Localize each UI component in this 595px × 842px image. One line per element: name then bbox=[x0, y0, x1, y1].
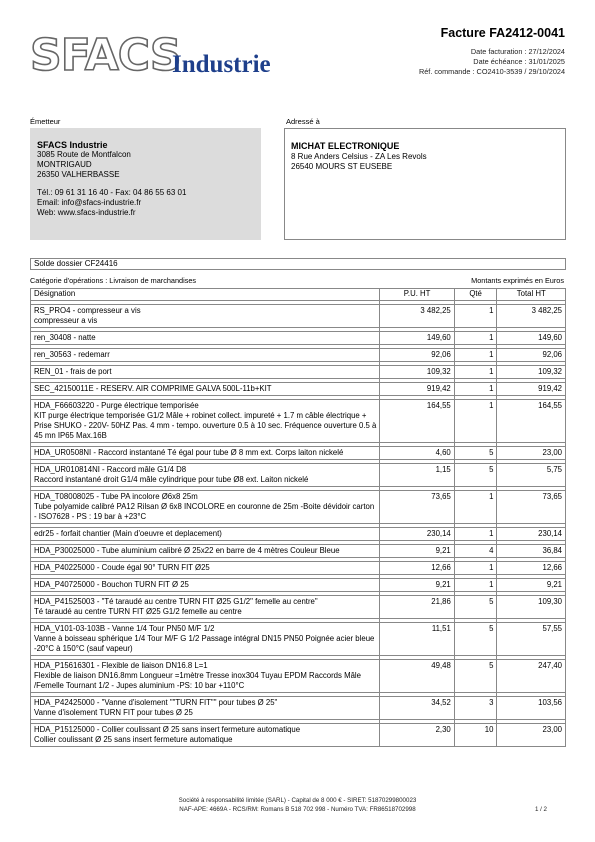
invoice-title: Facture FA2412-0041 bbox=[440, 26, 565, 40]
item-title: HDA_P40225000 - Coude égal 90° TURN FIT Ø25 bbox=[34, 563, 210, 572]
item-total: 164,55 bbox=[497, 400, 566, 443]
item-designation bbox=[31, 400, 380, 443]
item-title: HDA_F66603220 - Purge électrique temporisée bbox=[34, 401, 199, 410]
item-title: REN_01 - frais de port bbox=[34, 367, 112, 376]
item-title: HDA_P42425000 - "Vanne d'isolement ""TURN FIT"" pour tubes Ø 25" bbox=[34, 698, 278, 707]
table-header-row bbox=[31, 289, 566, 301]
item-quantity: 5 bbox=[454, 447, 497, 460]
item-designation bbox=[31, 383, 380, 396]
item-description: Vanne d'isolement TURN FIT pour tubes Ø 25 bbox=[34, 708, 193, 717]
item-unit-price: 21,86 bbox=[380, 596, 454, 619]
table-row bbox=[31, 724, 566, 747]
table-row bbox=[31, 491, 566, 524]
item-unit-price: 1,15 bbox=[380, 464, 454, 487]
item-designation bbox=[31, 491, 380, 524]
item-title: HDA_P30025000 - Tube aluminium calibré Ø 25x22 en barre de 4 mètres Couleur Bleue bbox=[34, 546, 340, 555]
item-title: HDA_UR010814NI - Raccord mâle G1/4 D8 bbox=[34, 465, 187, 474]
item-total: 57,55 bbox=[497, 623, 566, 656]
item-unit-price: 9,21 bbox=[380, 579, 454, 592]
item-quantity: 5 bbox=[454, 623, 497, 656]
item-unit-price: 34,52 bbox=[380, 697, 454, 720]
item-unit-price: 230,14 bbox=[380, 528, 454, 541]
item-title: RS_PRO4 - compresseur a vis bbox=[34, 306, 141, 315]
invoice-lines-table bbox=[30, 288, 566, 747]
recipient-name: MICHAT ELECTRONIQUE bbox=[291, 141, 400, 151]
recipient-box bbox=[284, 128, 566, 240]
item-title: HDA_UR0508NI - Raccord instantané Té égal pour tube Ø 8 mm ext. Corps laiton nickelé bbox=[34, 448, 344, 457]
table-row bbox=[31, 332, 566, 345]
item-total: 3 482,25 bbox=[497, 305, 566, 328]
item-description: Flexible de liaison DN16.8mm Longueur =1mètre Tresse inox304 Tuyau EPDM Raccords Mâle /Femelle Tournant 1/2 - Jupes aluminium -PS: 10 bar +110°C bbox=[34, 671, 361, 690]
item-unit-price: 164,55 bbox=[380, 400, 454, 443]
item-total: 919,42 bbox=[497, 383, 566, 396]
item-unit-price: 11,51 bbox=[380, 623, 454, 656]
emitter-box bbox=[30, 128, 261, 240]
item-designation bbox=[31, 596, 380, 619]
item-unit-price: 49,48 bbox=[380, 660, 454, 693]
item-quantity: 1 bbox=[454, 400, 497, 443]
item-title: HDA_P41525003 - "Té taraudé au centre TURN FIT Ø25 G1/2" femelle au centre" bbox=[34, 597, 318, 606]
item-total: 73,65 bbox=[497, 491, 566, 524]
header-unit-price: P.U. HT bbox=[380, 289, 454, 301]
item-unit-price: 149,60 bbox=[380, 332, 454, 345]
table-row bbox=[31, 623, 566, 656]
item-title: ren_30408 - natte bbox=[34, 333, 96, 342]
item-total: 247,40 bbox=[497, 660, 566, 693]
item-total: 149,60 bbox=[497, 332, 566, 345]
item-unit-price: 92,06 bbox=[380, 349, 454, 362]
item-quantity: 3 bbox=[454, 697, 497, 720]
emitter-label: Émetteur bbox=[30, 117, 61, 126]
invoice-date: Date facturation : 27/12/2024 bbox=[470, 47, 565, 56]
item-description: Raccord instantané droit G1/4 mâle cylindrique pour tube Ø8 ext. Laiton nickelé bbox=[34, 475, 309, 484]
legal-footer bbox=[0, 797, 595, 814]
table-row bbox=[31, 383, 566, 396]
item-description: Collier coulissant Ø 25 sans insert fermeture automatique bbox=[34, 735, 233, 744]
item-designation bbox=[31, 562, 380, 575]
item-quantity: 5 bbox=[454, 660, 497, 693]
item-designation bbox=[31, 464, 380, 487]
emitter-name: SFACS Industrie bbox=[37, 140, 108, 150]
item-title: HDA_T08008025 - Tube PA incolore Ø6x8 25m bbox=[34, 492, 198, 501]
table-row bbox=[31, 305, 566, 328]
table-row bbox=[31, 528, 566, 541]
item-total: 92,06 bbox=[497, 349, 566, 362]
item-designation bbox=[31, 349, 380, 362]
table-row bbox=[31, 596, 566, 619]
currency-note: Montants exprimés en Euros bbox=[471, 276, 564, 285]
table-row bbox=[31, 464, 566, 487]
logo-sfacs-text: SFACS bbox=[30, 30, 181, 81]
logo-industrie-text: Industrie bbox=[172, 51, 271, 78]
header-total: Total HT bbox=[497, 289, 566, 301]
item-quantity: 5 bbox=[454, 464, 497, 487]
item-total: 36,84 bbox=[497, 545, 566, 558]
item-total: 109,32 bbox=[497, 366, 566, 379]
item-unit-price: 73,65 bbox=[380, 491, 454, 524]
recipient-address-line: 26540 MOURS ST EUSEBE bbox=[291, 162, 393, 171]
item-quantity: 1 bbox=[454, 349, 497, 362]
item-total: 5,75 bbox=[497, 464, 566, 487]
item-unit-price: 3 482,25 bbox=[380, 305, 454, 328]
company-logo bbox=[30, 30, 271, 82]
item-quantity: 1 bbox=[454, 562, 497, 575]
item-quantity: 1 bbox=[454, 305, 497, 328]
table-row bbox=[31, 579, 566, 592]
item-designation bbox=[31, 697, 380, 720]
item-title: SEC_42150011E - RESERV. AIR COMPRIME GALVA 500L-11b+KIT bbox=[34, 384, 272, 393]
table-row bbox=[31, 400, 566, 443]
table-row bbox=[31, 447, 566, 460]
table-row bbox=[31, 545, 566, 558]
item-quantity: 1 bbox=[454, 528, 497, 541]
table-row bbox=[31, 366, 566, 379]
item-unit-price: 12,66 bbox=[380, 562, 454, 575]
emitter-phone: Tél.: 09 61 31 16 40 - Fax: 04 86 55 63 01 bbox=[37, 188, 187, 197]
footer-line-2: NAF-APE: 4669A - RCS/RM: Romans B 518 702 998 - Numéro TVA: FR86518702998 bbox=[179, 805, 416, 813]
item-quantity: 1 bbox=[454, 383, 497, 396]
header-designation: Désignation bbox=[31, 289, 380, 301]
emitter-address-line: 26350 VALHERBASSE bbox=[37, 170, 120, 179]
item-quantity: 5 bbox=[454, 596, 497, 619]
table-row bbox=[31, 660, 566, 693]
item-title: HDA_V101-03-103B - Vanne 1/4 Tour PN50 M/F 1/2 bbox=[34, 624, 215, 633]
item-unit-price: 919,42 bbox=[380, 383, 454, 396]
emitter-address-line: MONTRIGAUD bbox=[37, 160, 92, 169]
item-designation bbox=[31, 660, 380, 693]
item-quantity: 10 bbox=[454, 724, 497, 747]
item-title: ren_30563 - redemarr bbox=[34, 350, 110, 359]
item-total: 109,30 bbox=[497, 596, 566, 619]
item-designation bbox=[31, 623, 380, 656]
item-title: HDA_P40725000 - Bouchon TURN FIT Ø 25 bbox=[34, 580, 189, 589]
item-designation bbox=[31, 447, 380, 460]
operation-category: Catégorie d'opérations : Livraison de marchandises bbox=[30, 276, 197, 285]
item-description: compresseur a vis bbox=[34, 316, 98, 325]
item-designation bbox=[31, 528, 380, 541]
item-designation bbox=[31, 332, 380, 345]
recipient-address-line: 8 Rue Anders Celsius - ZA Les Revols bbox=[291, 151, 427, 161]
table-row bbox=[31, 697, 566, 720]
item-designation bbox=[31, 305, 380, 328]
item-unit-price: 2,30 bbox=[380, 724, 454, 747]
item-total: 103,56 bbox=[497, 697, 566, 720]
item-unit-price: 4,60 bbox=[380, 447, 454, 460]
footer-line-1: Société à responsabilité limitée (SARL) - Capital de 8 000 € - SIRET: 51870299800023 bbox=[178, 797, 417, 804]
item-designation bbox=[31, 724, 380, 747]
item-description: Vanne à boisseau sphérique 1/4 Tour M/F G 1/2 Passage intégral DN15 PN50 Poignée acier bleue -20°C à 150°C (sauf vapeur) bbox=[34, 634, 375, 653]
item-quantity: 1 bbox=[454, 332, 497, 345]
category-line bbox=[30, 276, 566, 285]
invoice-meta bbox=[419, 47, 565, 77]
order-reference: Réf. commande : CO2410-3539 / 29/10/2024 bbox=[418, 67, 565, 76]
emitter-email: Email: info@sfacs-industrie.fr bbox=[37, 198, 142, 207]
page-number: 1 / 2 bbox=[534, 806, 547, 813]
item-total: 230,14 bbox=[497, 528, 566, 541]
item-total: 23,00 bbox=[497, 724, 566, 747]
item-designation bbox=[31, 545, 380, 558]
header-quantity: Qté bbox=[454, 289, 497, 301]
item-description: Tube polyamide calibré PA12 Rilsan Ø 6x8 INCOLORE en couronne de 25m -Boite dévidoir carton - ISO7628 - PS : 19 bar à +23°C bbox=[34, 502, 375, 521]
item-quantity: 1 bbox=[454, 579, 497, 592]
table-row bbox=[31, 562, 566, 575]
solde-dossier: Solde dossier CF24416 bbox=[30, 258, 566, 270]
item-quantity: 1 bbox=[454, 366, 497, 379]
recipient-label: Adressé à bbox=[286, 117, 320, 126]
invoice-due-date: Date échéance : 31/01/2025 bbox=[473, 57, 565, 66]
table-row bbox=[31, 349, 566, 362]
table-body bbox=[31, 301, 566, 747]
item-quantity: 1 bbox=[454, 491, 497, 524]
item-unit-price: 9,21 bbox=[380, 545, 454, 558]
item-title: edr25 - forfait chantier (Main d'oeuvre et deplacement) bbox=[34, 529, 222, 538]
item-title: HDA_P15125000 - Collier coulissant Ø 25 sans insert fermeture automatique bbox=[34, 725, 301, 734]
item-designation bbox=[31, 366, 380, 379]
item-total: 9,21 bbox=[497, 579, 566, 592]
item-description: KIT purge électrique temporisée G1/2 Mâle + robinet collect. impureté + 1.7 m câble électrique + Prise SHUKO - 220V- 50HZ Pas. 4 mm - tempo. ouverture 0.5 à 10 sec. Fréquence ouverture 0.5 à 45 mn IP65 Max.16B bbox=[34, 411, 377, 440]
item-title: HDA_P15616301 - Flexible de liaison DN16.8 L=1 bbox=[34, 661, 208, 670]
item-designation bbox=[31, 579, 380, 592]
emitter-address-line: 3085 Route de Montfalcon bbox=[37, 150, 131, 159]
item-unit-price: 109,32 bbox=[380, 366, 454, 379]
item-total: 23,00 bbox=[497, 447, 566, 460]
emitter-website: Web: www.sfacs-industrie.fr bbox=[37, 208, 136, 217]
item-total: 12,66 bbox=[497, 562, 566, 575]
item-quantity: 4 bbox=[454, 545, 497, 558]
item-description: Té taraudé au centre TURN FIT Ø25 G1/2 femelle au centre bbox=[34, 607, 242, 616]
